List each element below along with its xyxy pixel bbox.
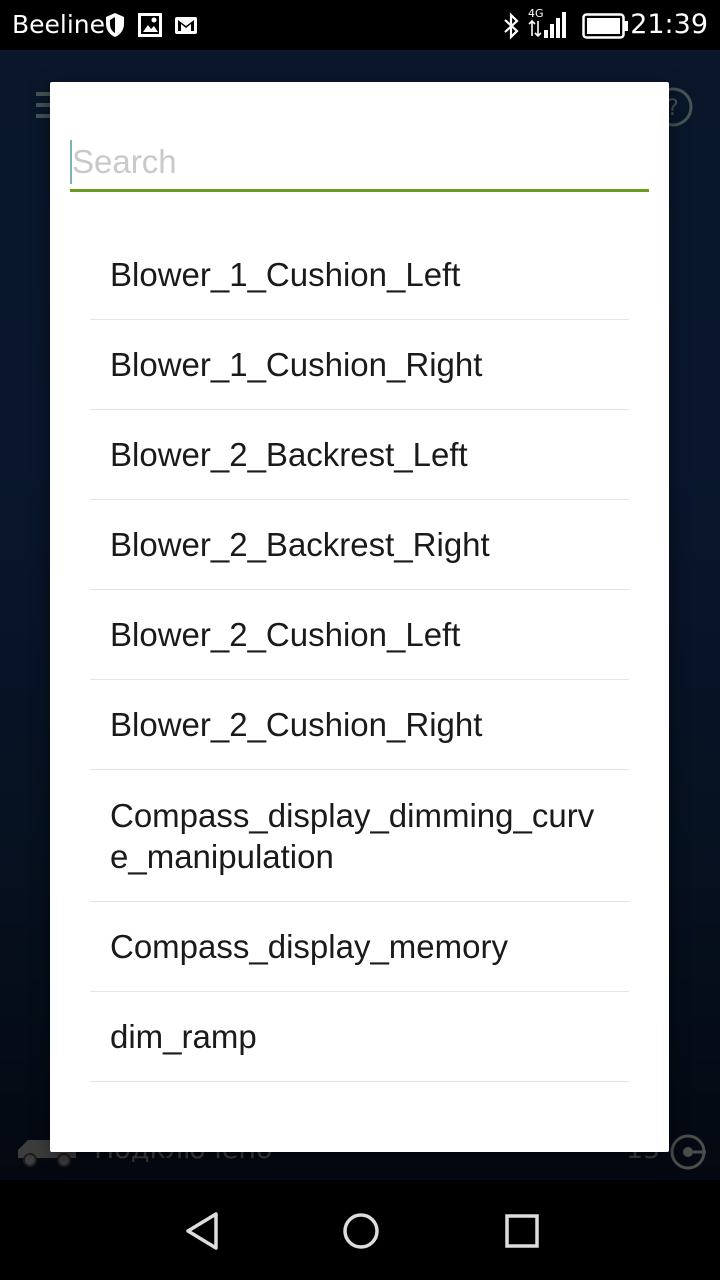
network-type: 4G	[528, 7, 544, 20]
list-item[interactable]: Blower_2_Backrest_Left	[90, 410, 629, 500]
clock: 21:39	[630, 9, 708, 40]
list-item[interactable]: dim_ramp	[90, 992, 629, 1082]
search-underline	[70, 189, 649, 192]
text-cursor	[70, 140, 72, 184]
signal-icon	[528, 6, 570, 32]
back-icon	[182, 1210, 222, 1252]
carrier-name: Beeline	[12, 10, 106, 39]
search-dialog	[50, 82, 669, 1152]
list-item[interactable]: Blower_1_Cushion_Right	[90, 320, 629, 410]
shield-icon	[104, 12, 126, 38]
back-button[interactable]	[182, 1210, 222, 1256]
recents-icon	[502, 1210, 542, 1252]
navigation-bar	[0, 1180, 720, 1280]
search-input[interactable]	[70, 136, 649, 188]
bluetooth-icon	[500, 12, 522, 38]
list-item[interactable]: Blower_2_Cushion_Left	[90, 590, 629, 680]
search-field[interactable]	[70, 136, 649, 192]
list-item[interactable]: Compass_display_dimming_curve_manipulation	[90, 770, 629, 902]
home-button[interactable]	[341, 1210, 381, 1256]
battery-icon	[582, 13, 630, 39]
image-icon	[138, 12, 162, 38]
status-bar	[0, 0, 720, 50]
list-item[interactable]: Compass_display_memory	[90, 902, 629, 992]
list-item[interactable]: Blower_2_Backrest_Right	[90, 500, 629, 590]
list-item[interactable]: Blower_1_Cushion_Left	[90, 230, 629, 320]
gmail-icon	[174, 12, 198, 38]
list-item[interactable]: Blower_2_Cushion_Right	[90, 680, 629, 770]
recents-button[interactable]	[502, 1210, 542, 1256]
home-icon	[341, 1210, 381, 1252]
item-list	[90, 230, 629, 1082]
